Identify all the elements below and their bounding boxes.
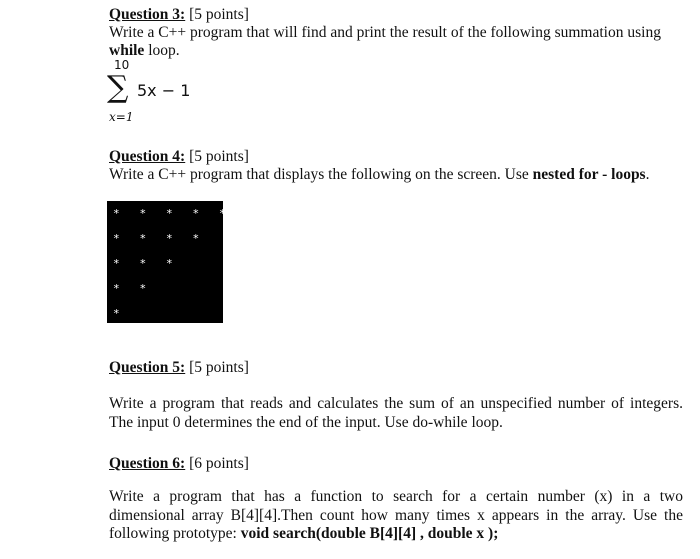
q6-text-line3	[109, 525, 498, 543]
q3-label: Question 3:	[109, 6, 186, 23]
star-row-3: * * *	[113, 257, 173, 270]
q3-line2-rest: loop.	[144, 42, 180, 59]
q5-label: Question 5:	[109, 359, 186, 376]
console-output-image	[107, 201, 226, 323]
q5-points: [5 points]	[185, 359, 249, 376]
q6-text-line2: dimensional array B[4][4].Then count how many times x appears in the array. Use the	[109, 507, 683, 524]
star-row-4: * *	[113, 282, 147, 295]
summation-expression: 5x − 1	[137, 81, 191, 100]
q4-points: [5 points]	[185, 148, 249, 165]
q6-heading	[109, 455, 249, 473]
q3-heading	[109, 6, 249, 24]
q3-points: [5 points]	[185, 6, 249, 23]
q4-text-line1	[109, 166, 649, 184]
q6-points: [6 points]	[185, 455, 249, 472]
star-row-5: *	[113, 307, 120, 320]
q4-line1-end: .	[645, 166, 650, 183]
q6-line3-start: following prototype:	[109, 525, 241, 542]
summation-upper-limit: 10	[114, 58, 130, 72]
q6-text-line1: Write a program that has a function to search for a certain number (x) in a two	[109, 488, 683, 505]
summation-symbol: ∑	[107, 70, 129, 105]
q4-label: Question 4:	[109, 148, 186, 165]
q5-heading	[109, 359, 249, 377]
q6-label: Question 6:	[109, 455, 186, 472]
q6-prototype: void search(double B[4][4] , double x );	[240, 525, 499, 542]
q3-while-keyword: while	[109, 42, 145, 59]
q4-line1-start: Write a C++ program that displays the following on the screen. Use	[109, 166, 533, 183]
star-row-1: * * * * *	[113, 207, 226, 220]
q4-heading	[109, 148, 249, 166]
star-row-2: * * * *	[113, 232, 200, 245]
q3-text-line1: Write a C++ program that will find and print the result of the following summation using	[109, 24, 661, 41]
summation-lower-limit: x=1	[109, 110, 134, 124]
q5-text-line2: The input 0 determines the end of the input. Use do-while loop.	[109, 414, 503, 431]
q4-nested-for-keyword: nested for - loops	[532, 166, 646, 183]
q5-text-line1: Write a program that reads and calculates the sum of an unspecified number of integers.	[109, 395, 683, 412]
